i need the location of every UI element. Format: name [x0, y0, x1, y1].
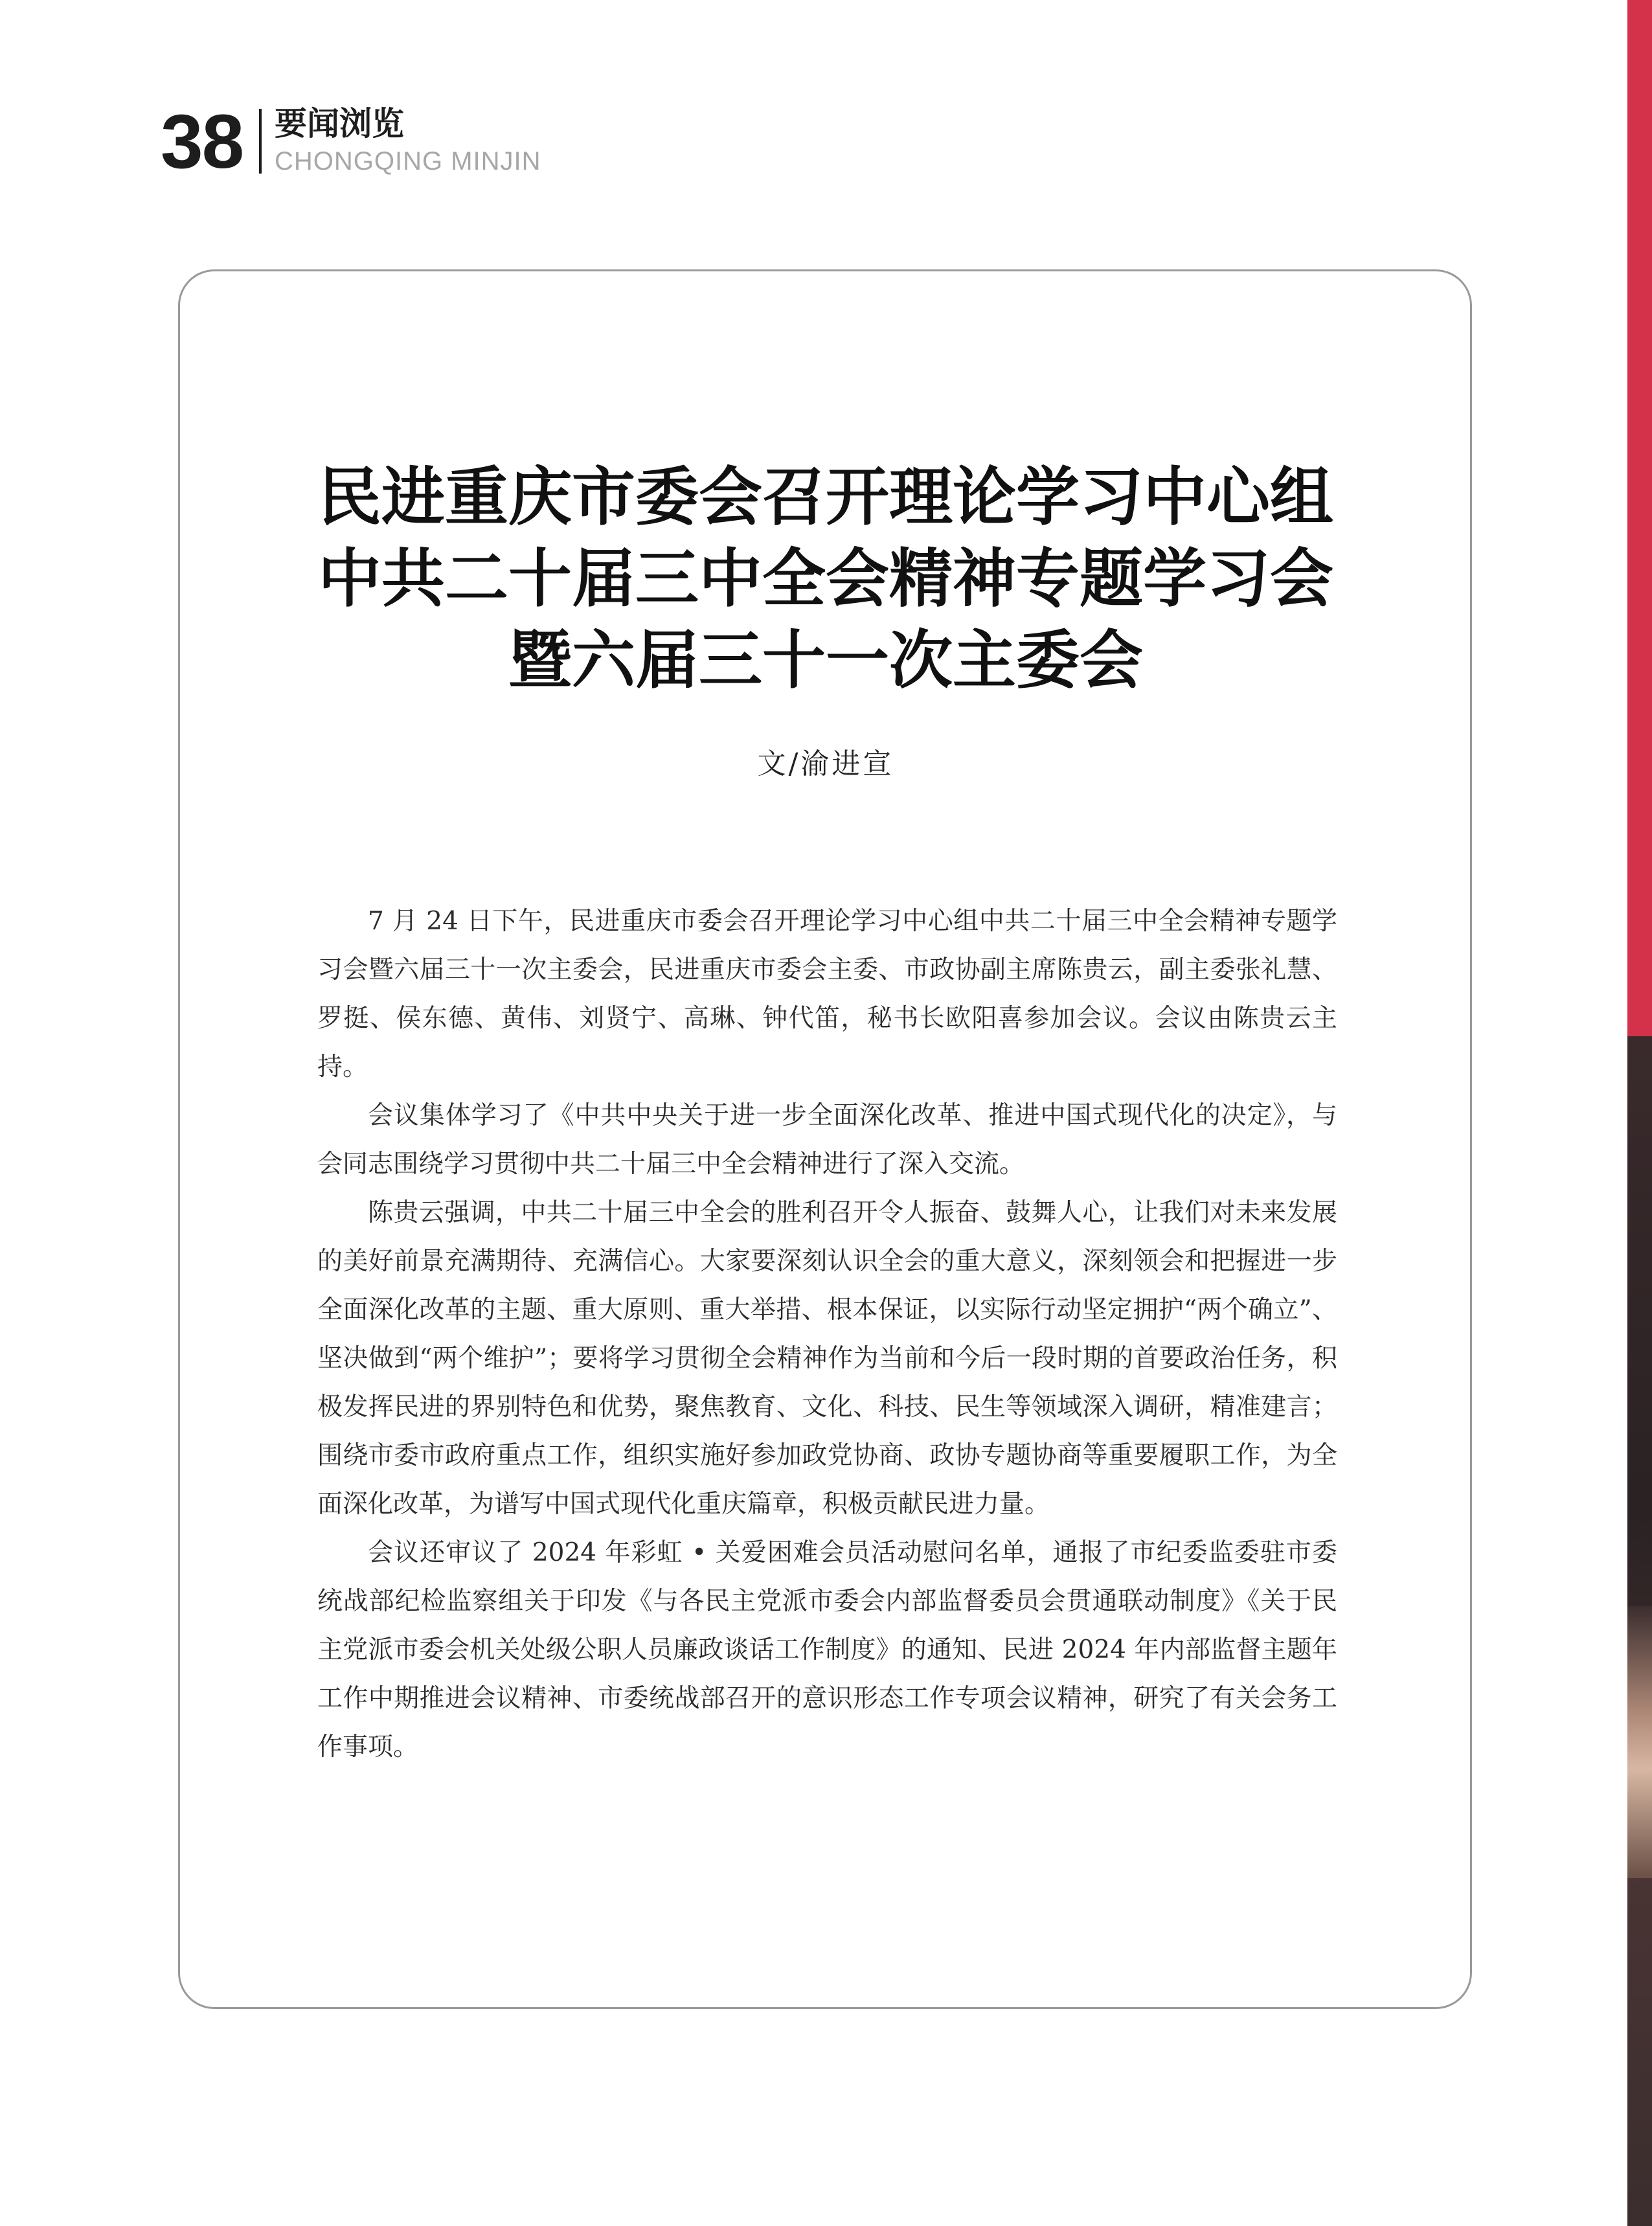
- article-paragraph-3: 陈贵云强调，中共二十届三中全会的胜利召开令人振奋、鼓舞人心，让我们对未来发展的美好前景充满期待、充满信心。大家要深刻认识全会的重大意义，深刻领会和把握进一步全面深化改革的主题、重大原则、重大举措、根本保证，以实际行动坚定拥护“两个确立”、坚决做到“两个维护”；要将学习贯彻全会精神作为当前和今后一段时期的首要政治任务，积极发挥民进的界别特色和优势，聚焦教育、文化、科技、民生等领域深入调研，精准建言；围绕市委市政府重点工作，组织实施好参加政党协商、政协专题协商等重要履职工作，为全面深化改革，为谱写中国式现代化重庆篇章，积极贡献民进力量。: [317, 1198, 1337, 1519]
- article-byline: 文/渝进宣: [757, 747, 894, 780]
- article-paragraph-2: 会议集体学习了《中共中央关于进一步全面深化改革、推进中国式现代化的决定》，与会同志围绕学习贯彻中共二十届三中全会精神进行了深入交流。: [317, 1101, 1337, 1179]
- page-edge-photo-highlight: [1627, 1606, 1652, 1878]
- article-title-line-3: 暨六届三十一次主委会: [508, 624, 1143, 698]
- article-title-line-2: 中共二十届三中全会精神专题学习会: [317, 542, 1333, 616]
- article-title-line-1: 民进重庆市委会召开理论学习中心组: [317, 460, 1333, 534]
- article-paragraph-4: 会议还审议了 2024 年彩虹 • 关爱困难会员活动慰问名单，通报了市纪委监委驻市委统战部纪检监察组关于印发《与各民主党派市委会内部监督委员会贯通联动制度》《关于民主党派市委会机关处级公职人员廉政谈话工作制度》的通知、民进 2024 年内部监督主题年工作中期推进会议精神、市委统战部召开的意识形态工作专项会议精神，研究了有关会务工作事项。: [317, 1538, 1337, 1762]
- page-number: 38: [161, 99, 243, 185]
- article-paragraph-1: 7 月 24 日下午，民进重庆市委会召开理论学习中心组中共二十届三中全会精神专题学习会暨六届三十一次主委会，民进重庆市委会主委、市政协副主席陈贵云，副主委张礼慧、罗挺、侯东德、黄伟、刘贤宁、高琳、钟代笛，秘书长欧阳喜参加会议。会议由陈贵云主持。: [317, 907, 1337, 1082]
- article-title: [194, 457, 1457, 701]
- magazine-name: CHONGQING MINJIN: [275, 147, 541, 176]
- section-title: 要闻浏览: [275, 105, 404, 142]
- article-body: [317, 897, 1337, 1771]
- header-divider: [259, 109, 262, 174]
